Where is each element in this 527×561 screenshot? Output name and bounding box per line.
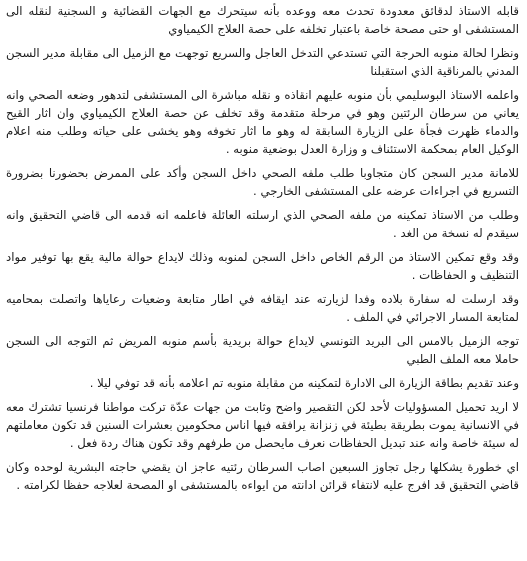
paragraph-2: ونظرا لحالة منوبه الحرجة التي تستدعي التدخل العاجل والسريع توجهت مع الزميل الى مقابلة مدير السجن المدني بالمرناقية الذي استقبلنا	[6, 46, 519, 78]
paragraph-10: لا اريد تحميل المسؤوليات لأحد لكن التقصير واضح وثابت من جهات عدّة تركت مواطنا فرنسيا تشترك معه في الانسانية يموت بطريقة بطيئة في زنزانة يرافقه فيها اناس محكومين بعشرات السنين قد تكون معاملتهم له سيئة خاصة وانه عند تبديل الحفاظات نعرف مايحصل من طرفهم وقد تكون هناك ردة فعل .	[6, 400, 519, 450]
paragraph-7: وقد ارسلت له سفارة بلاده وفدا لزيارته عند ايقافه في اطار متابعة وضعيات رعاياها واتصلت بمحاميه لمتابعة المسار الاجرائي في الملف .	[6, 292, 519, 324]
paragraph-11: اي خطورة يشكلها رجل تجاوز السبعين اصاب السرطان رئتيه عاجز ان يقضي حاجته البشرية لوحده وكان قاضي التحقيق قد افرج عليه لانتفاء قرائن ادانته من ايواءه بالمستشفى او المصحة لعلاجه حفظا لكرامته .	[6, 460, 519, 492]
paragraph-9: وعند تقديم بطاقة الزيارة الى الادارة لتمكينه من مقابلة منوبه تم اعلامه بأنه قد توفي ليلا .	[89, 376, 519, 390]
paragraph-5: وطلب من الاستاذ تمكينه من ملفه الصحي الذي ارسلته العائلة فاعلمه انه قدمه الى قاضي التحقيق وانه سيقدم له نسخة من الغد .	[6, 208, 519, 240]
paragraph-4: للامانة مدير السجن كان متجاوبا طلب ملفه الصحي داخل السجن وأكد على الممرض بحضورنا بضرورة التسريع في اجراءات عرضه على المستشفى الخارجي .	[6, 166, 519, 198]
paragraph-3: واعلمه الاستاذ البوسليمي بأن منوبه عليهم انقاذه و نقله مباشرة الى المستشفى لتدهور وضعه الصحي وانه يعاني من سرطان الرئتين وهو في مرحلة متقدمة وقد تخلف عن حصة العلاج الكيمياوي وان اثار القيح والدماء ظهرت فجأة على الزيارة السابقة له وهو ما اثار تخوفه وهو يخشى على حياته وطلب منه اعلام الوكيل العام بمحكمة الاستئناف و وزارة العدل بوضعية منوبه .	[6, 88, 519, 156]
paragraph-1: قابله الاستاذ لدقائق معدودة تحدث معه ووعده بأنه سيتحرك مع الجهات القضائية و السجنية لنقله الى المستشفى او حتى مصحة خاصة باعتبار تخلفه على حصة العلاج الكيمياوي	[6, 4, 519, 36]
paragraph-8: توجه الزميل بالامس الى البريد التونسي لايداع حوالة بريدية بأسم منوبه المريض ثم التوجه الى السجن حاملا معه الملف الطبي	[6, 334, 519, 366]
paragraph-6: وقد وقع تمكين الاستاذ من الرقم الخاص داخل السجن لمنوبه وذلك لايداع حوالة مالية يقع بها توفير مواد التنظيف و الحفاظات .	[6, 250, 519, 282]
